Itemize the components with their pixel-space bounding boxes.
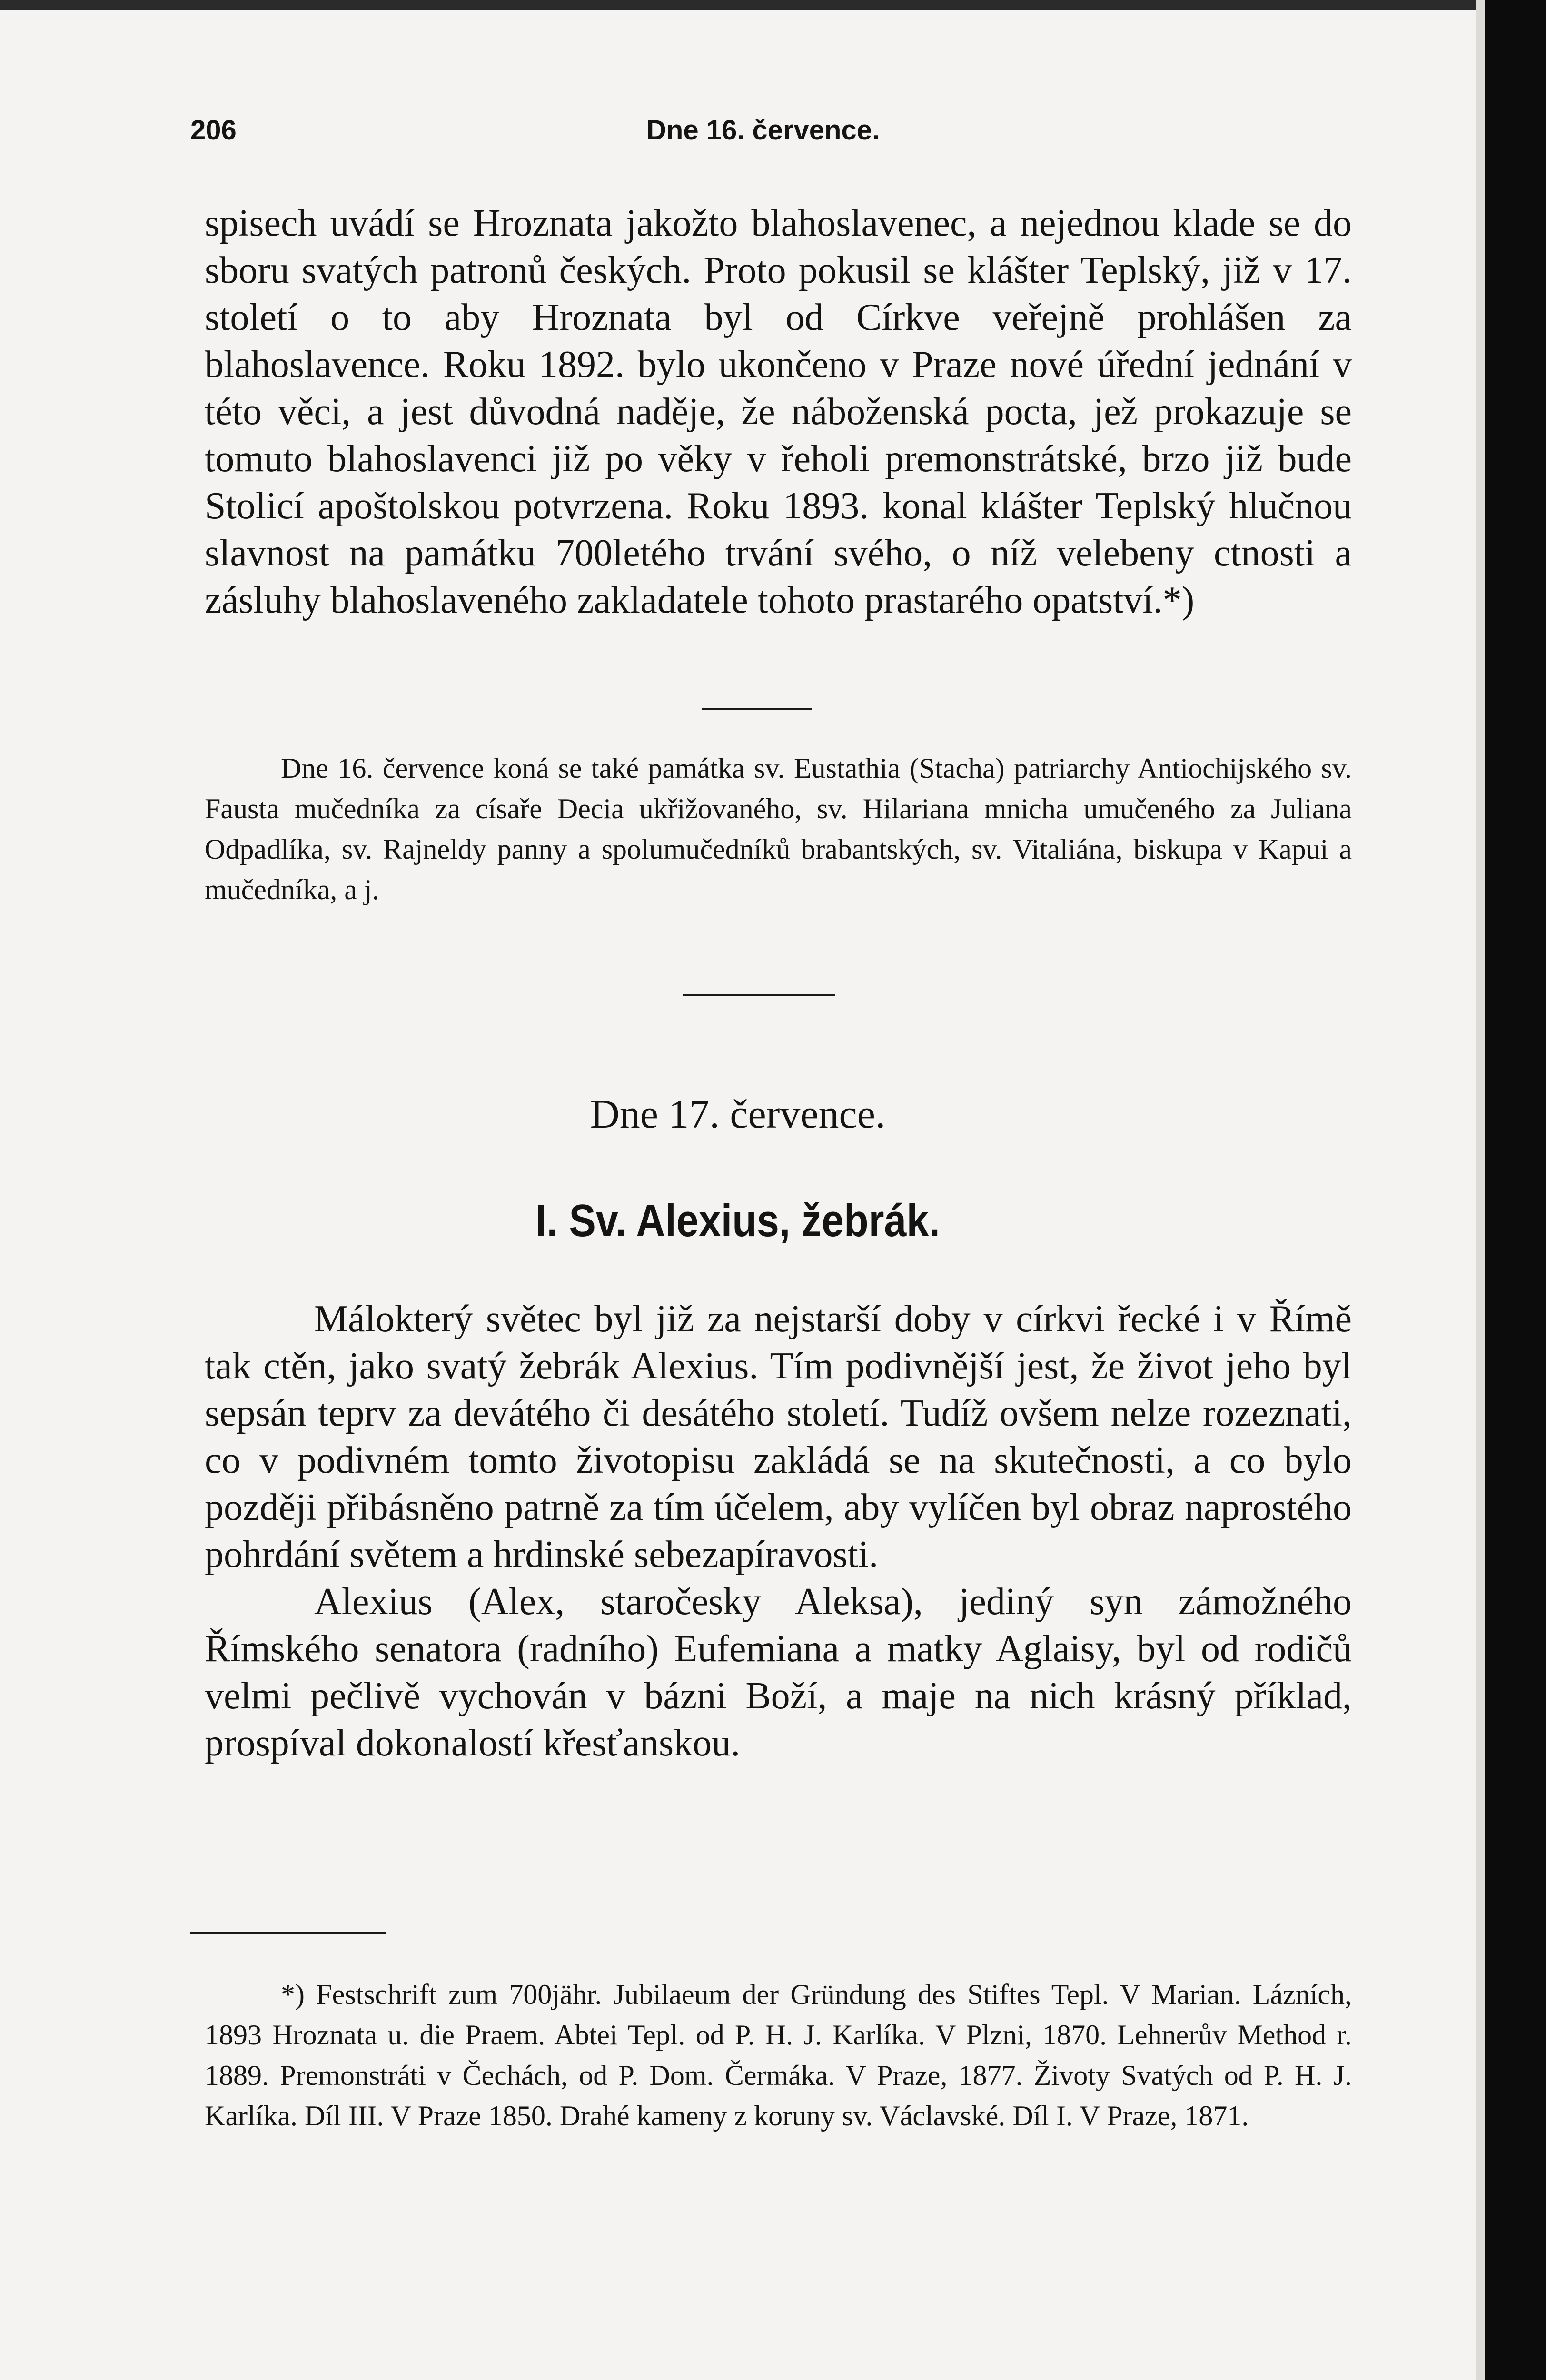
footnote-rule [190, 1932, 386, 1934]
intro-section [205, 200, 1352, 624]
scan-right-edge [1485, 0, 1546, 2380]
page-number: 206 [190, 115, 237, 146]
section-divider [683, 994, 835, 996]
intro-paragraph: spisech uvádí se Hroznata jakožto blahoslavenec, a nejednou klade se do sboru svatých patronů českých. Proto pokusil se klášter Teplský, již v 17. století o to aby Hroznata byl od Církve veřejně prohlášen za blahoslavence. Roku 1892. bylo ukončeno v Praze nové úřední jednání v této věci, a jest důvodná naděje, že náboženská pocta, jež prokazuje se tomuto blahoslavenci již po věky v řeholi premonstrátské, brzo již bude Stolicí apoštolskou potvrzena. Roku 1893. konal klášter Teplský hlučnou slavnost na památku 700letého trvání svého, o níž velebeny ctnosti a zásluhy blahoslaveného zakladatele tohoto prastarého opatství.*) [205, 202, 1352, 621]
body-paragraph: Alexius (Alex, staročesky Aleksa), jediný syn zámožného Římského senatora (radního) Eufemiana a matky Aglaisy, byl od rodičů velmi pečlivě vychován v bázni Boží, a maje na nich krásný příklad, prospíval dokonalostí křesťanskou. [205, 1581, 1352, 1764]
commemoration-section [205, 748, 1352, 910]
footnote: *) Festschrift zum 700jähr. Jubilaeum der Gründung des Stiftes Tepl. V Marian. Lázních, 1893 Hroznata u. die Praem. Abtei Tepl. od P. H. J. Karlíka. V Plzni, 1870. Lehnerův Method r. 1889. Premonstráti v Čechách, od P. Dom. Čermáka. V Praze, 1877. Životy Svatých od P. H. J. Karlíka. Díl III. V Praze 1850. Drahé kameny z koruny sv. Václavské. Díl I. V Praze, 1871. [205, 1979, 1352, 2132]
running-head: Dne 16. července. [646, 115, 880, 146]
date-heading: Dne 17. července. [590, 1091, 886, 1137]
page-header [190, 114, 1390, 157]
saint-heading: I. Sv. Alexius, žebrák. [535, 1195, 940, 1246]
body-section [205, 1296, 1352, 1767]
commemoration-note: Dne 16. července koná se také památka sv. Eustathia (Stacha) patriarchy Antiochijského sv. Fausta mučedníka za císaře Decia ukřižovaného, sv. Hilariana mnicha umučeného za Juliana Odpadlíka, sv. Rajneldy panny a spolumučedníků brabantských, sv. Vitaliána, biskupa v Kapui a mučedníka, a j. [205, 753, 1352, 905]
section-divider [702, 708, 812, 710]
scan-top-edge [0, 0, 1546, 10]
footnote-section [205, 1974, 1352, 2136]
body-paragraph: Málokterý světec byl již za nejstarší doby v církvi řecké i v Římě tak ctěn, jako svatý žebrák Alexius. Tím podivnější jest, že život jeho byl sepsán teprv za devátého či desátého století. Tudíž ovšem nelze rozeznati, co v podivném tomto životopisu zakládá se na skutečnosti, a co bylo později přibásněno patrně za tím účelem, aby vylíčen byl obraz naprostého pohrdání světem a hrdinské sebezapíravosti. [205, 1298, 1352, 1576]
